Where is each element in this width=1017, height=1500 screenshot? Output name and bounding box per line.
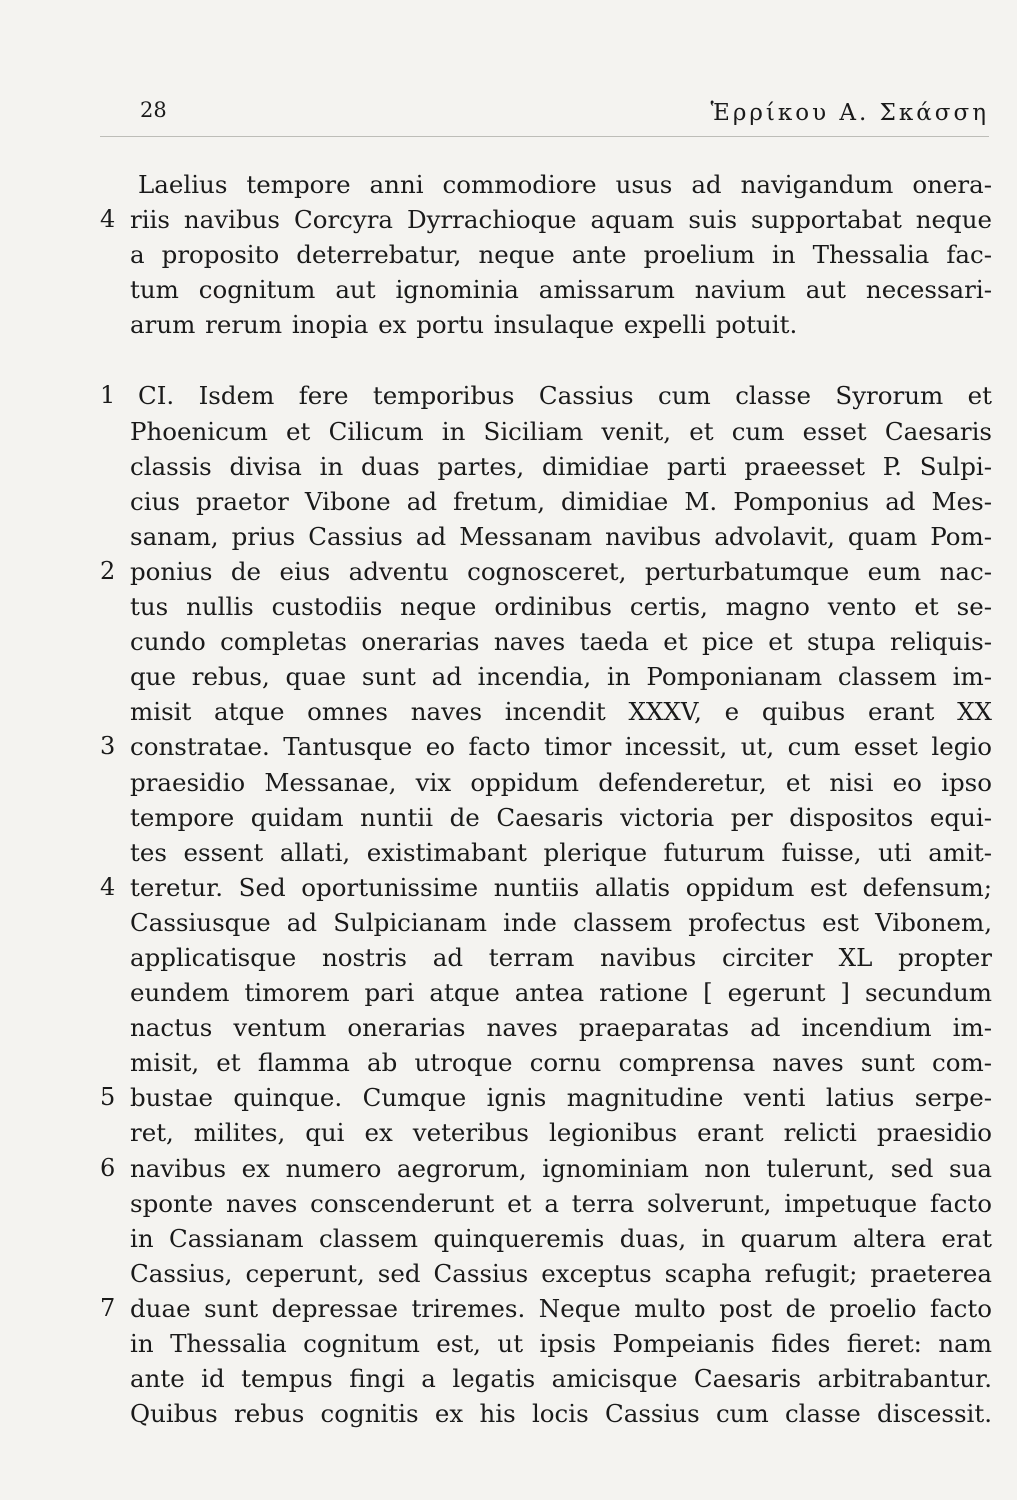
- line-text: Phoenicum et Cilicum in Siciliam venit, et cum esset Caesaris: [130, 416, 992, 446]
- line-text: cundo completas onerarias naves taeda et pice et stupa reliquis-: [130, 627, 992, 657]
- section-number: 6: [100, 1153, 116, 1182]
- text-line: [100, 378, 992, 413]
- text-line: [100, 1256, 992, 1291]
- line-text: ponius de eius adventu cognosceret, perturbatumque eum nac-: [130, 556, 992, 586]
- paragraph-gap: [100, 342, 992, 378]
- text-line: [100, 694, 992, 729]
- text-line: [100, 729, 992, 764]
- line-text: ret, milites, qui ex veteribus legionibus erant relicti praesidio: [130, 1118, 992, 1148]
- text-line: [100, 272, 992, 307]
- text-line: [100, 975, 992, 1010]
- line-text: Cassius, ceperunt, sed Cassius exceptus scapha refugit; praeterea: [130, 1258, 992, 1288]
- line-text: sanam, prius Cassius ad Messanam navibus advolavit, quam Pom-: [130, 521, 992, 551]
- text-line: [100, 484, 992, 519]
- text-line: [100, 1361, 992, 1396]
- text-line: [100, 1326, 992, 1361]
- line-text: misit, et flamma ab utroque cornu comprensa naves sunt com-: [130, 1048, 992, 1078]
- text-line: [100, 1151, 992, 1186]
- line-text: constratae. Tantusque eo facto timor incessit, ut, cum esset legio: [130, 732, 992, 762]
- text-line: [100, 800, 992, 835]
- line-text: eundem timorem pari atque antea ratione [ egerunt ] secundum: [130, 978, 992, 1008]
- line-text: misit atque omnes naves incendit XXXV, e quibus erant XX: [130, 697, 992, 727]
- paragraph-1: [100, 167, 992, 342]
- running-head: Ἑρρίκου Α. Σκάσση: [710, 100, 989, 126]
- text-line: [100, 1396, 992, 1431]
- line-text: teretur. Sed oportunissime nuntiis allatis oppidum est defensum;: [130, 872, 992, 902]
- text-line: [100, 1186, 992, 1221]
- section-number: 2: [100, 556, 116, 585]
- text-line: [100, 1045, 992, 1080]
- line-text: Quibus rebus cognitis ex his locis Cassius cum classe discessit.: [130, 1399, 992, 1429]
- line-text: nactus ventum onerarias naves praeparatas ad incendium im-: [130, 1013, 992, 1043]
- line-text: duae sunt depressae triremes. Neque multo post de proelio facto: [130, 1293, 992, 1323]
- text-line: [100, 624, 992, 659]
- text-line: [100, 1221, 992, 1256]
- line-text: in Cassianam classem quinqueremis duas, in quarum altera erat: [130, 1223, 992, 1253]
- text-line: [100, 835, 992, 870]
- text-line: [100, 202, 992, 237]
- text-line: [100, 765, 992, 800]
- line-text: classis divisa in duas partes, dimidiae parti praeesset P. Sulpi-: [130, 451, 992, 481]
- text-line: [100, 449, 992, 484]
- text-line: [100, 414, 992, 449]
- line-text: que rebus, quae sunt ad incendia, in Pomponianam classem im-: [130, 662, 992, 692]
- line-text: in Thessalia cognitum est, ut ipsis Pompeianis fides fieret: nam: [130, 1329, 992, 1358]
- line-text: cius praetor Vibone ad fretum, dimidiae M. Pomponius ad Mes-: [130, 486, 992, 516]
- section-number: 4: [100, 872, 116, 901]
- line-text: Laelius tempore anni commodiore usus ad navigandum onera-: [138, 170, 992, 199]
- line-text: Cassiusque ad Sulpicianam inde classem profectus est Vibonem,: [130, 907, 992, 937]
- line-text: arum rerum inopia ex portu insulaque expelli potuit.: [130, 310, 798, 340]
- text-line: [100, 1115, 992, 1150]
- line-text: a proposito deterrebatur, neque ante proelium in Thessalia fac-: [130, 240, 992, 270]
- line-text: praesidio Messanae, vix oppidum defenderetur, et nisi eo ipso: [130, 767, 992, 797]
- line-text: tus nullis custodiis neque ordinibus certis, magno vento et se-: [130, 592, 992, 622]
- page-header: [100, 96, 989, 137]
- line-text: navibus ex numero aegrorum, ignominiam non tulerunt, sed sua: [130, 1153, 992, 1183]
- line-text: sponte naves conscenderunt et a terra solverunt, impetuque facto: [130, 1188, 992, 1218]
- line-text: riis navibus Corcyra Dyrrachioque aquam suis supportabat neque: [130, 205, 992, 235]
- text-line: [100, 1010, 992, 1045]
- line-text: bustae quinque. Cumque ignis magnitudine venti latius serpe-: [130, 1083, 992, 1113]
- section-number: 3: [100, 732, 116, 761]
- section-number: 5: [100, 1083, 116, 1112]
- section-number: 4: [100, 205, 116, 234]
- text-line: [100, 307, 992, 342]
- line-text: CI. Isdem fere temporibus Cassius cum classe Syrorum et: [138, 381, 992, 411]
- text-line: [100, 519, 992, 554]
- text-line: [100, 940, 992, 975]
- text-line: [100, 659, 992, 694]
- text-line: [100, 1291, 992, 1326]
- line-text: ante id tempus fingi a legatis amicisque Caesaris arbitrabantur.: [130, 1364, 992, 1394]
- line-text: tum cognitum aut ignominia amissarum navium aut necessari-: [130, 275, 992, 305]
- text-body: [100, 167, 992, 1431]
- text-line: [100, 167, 992, 202]
- page-number: 28: [140, 98, 167, 122]
- line-text: applicatisque nostris ad terram navibus circiter XL propter: [130, 942, 992, 972]
- section-number: 1: [100, 381, 116, 410]
- line-text: tempore quidam nuntii de Caesaris victoria per dispositos equi-: [130, 802, 992, 832]
- line-text: tes essent allati, existimabant plerique futurum fuisse, uti amit-: [130, 837, 992, 867]
- text-line: [100, 554, 992, 589]
- text-line: [100, 1080, 992, 1115]
- text-line: [100, 589, 992, 624]
- text-line: [100, 870, 992, 905]
- section-number: 7: [100, 1293, 116, 1322]
- text-line: [100, 905, 992, 940]
- text-line: [100, 237, 992, 272]
- paragraph-2: [100, 378, 992, 1431]
